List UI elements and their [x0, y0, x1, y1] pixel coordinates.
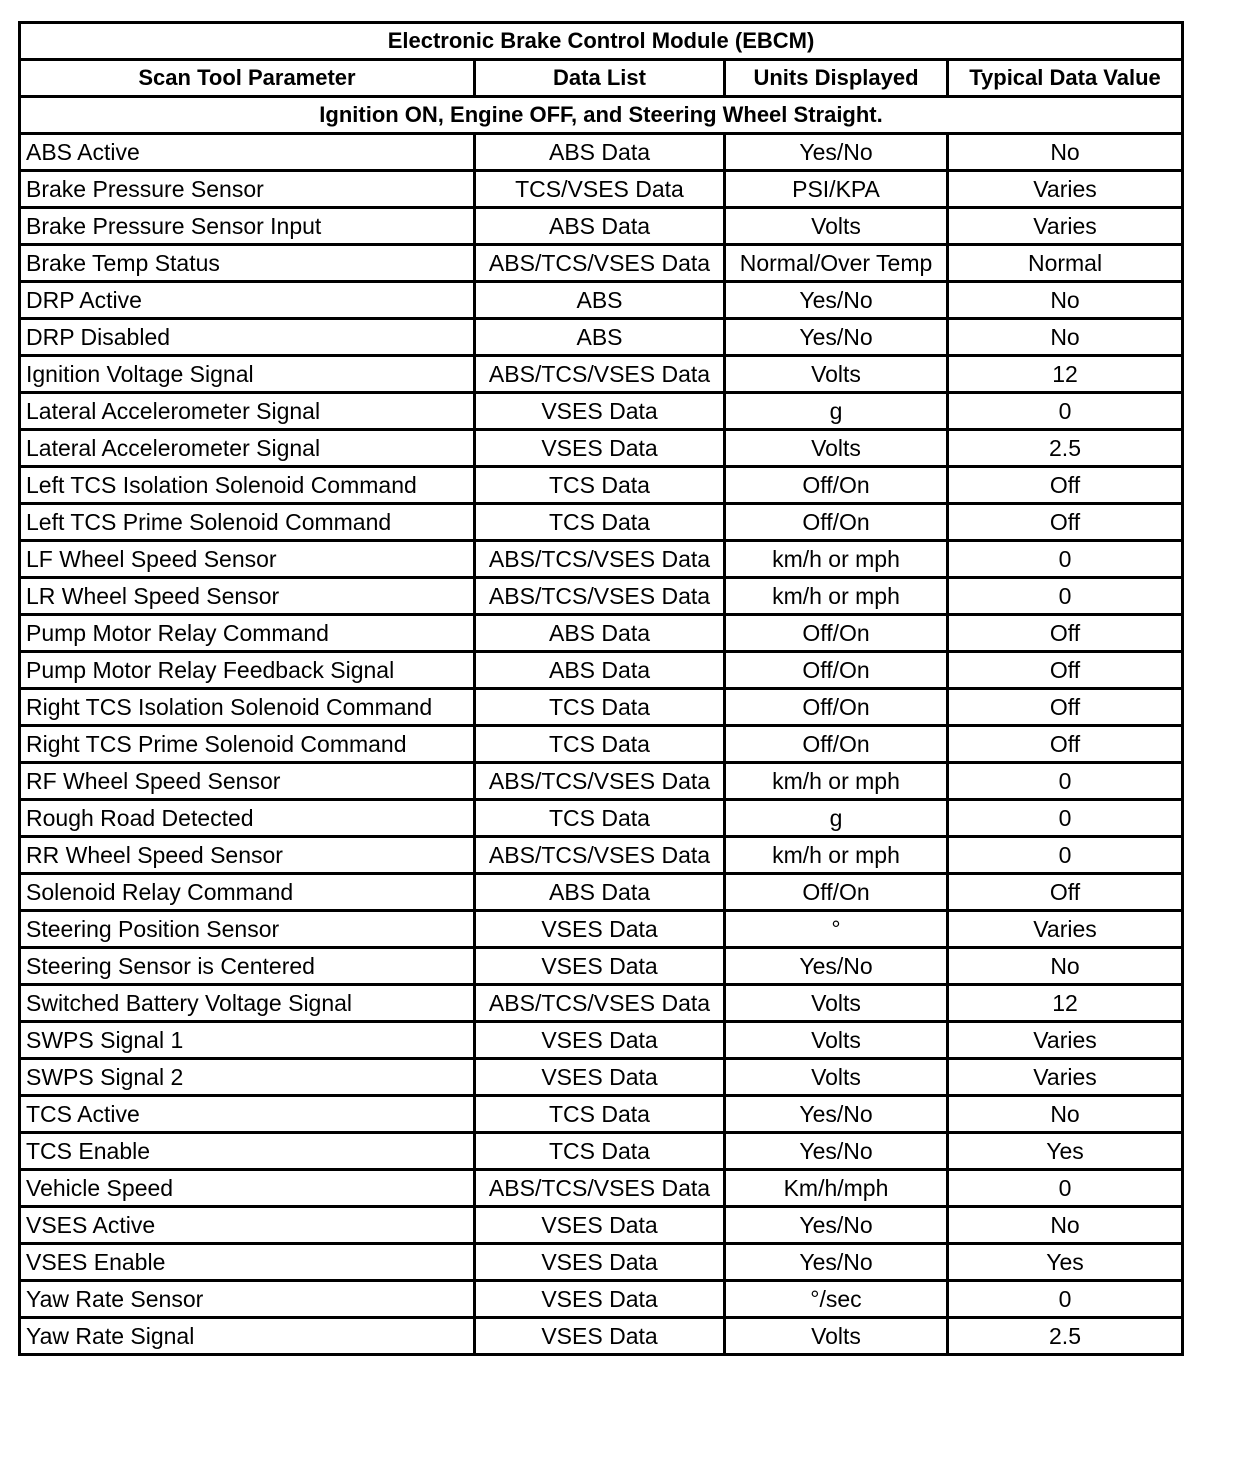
- cell-typical-value: Varies: [948, 208, 1183, 245]
- cell-typical-value: No: [948, 319, 1183, 356]
- cell-parameter: Solenoid Relay Command: [20, 874, 475, 911]
- cell-typical-value: Off: [948, 652, 1183, 689]
- table-row: [20, 615, 1183, 652]
- header-units-displayed: Units Displayed: [725, 60, 948, 97]
- cell-data-list: TCS Data: [475, 1096, 725, 1133]
- cell-units: Yes/No: [725, 1207, 948, 1244]
- cell-parameter: Steering Sensor is Centered: [20, 948, 475, 985]
- table-row: [20, 1318, 1183, 1355]
- cell-parameter: Brake Pressure Sensor Input: [20, 208, 475, 245]
- table-row: [20, 245, 1183, 282]
- cell-data-list: ABS/TCS/VSES Data: [475, 578, 725, 615]
- cell-typical-value: 0: [948, 837, 1183, 874]
- cell-parameter: Brake Temp Status: [20, 245, 475, 282]
- cell-data-list: ABS/TCS/VSES Data: [475, 245, 725, 282]
- cell-parameter: Yaw Rate Sensor: [20, 1281, 475, 1318]
- cell-data-list: ABS/TCS/VSES Data: [475, 837, 725, 874]
- cell-parameter: Rough Road Detected: [20, 800, 475, 837]
- table-row: [20, 837, 1183, 874]
- cell-data-list: ABS/TCS/VSES Data: [475, 1170, 725, 1207]
- cell-typical-value: No: [948, 282, 1183, 319]
- cell-parameter: LF Wheel Speed Sensor: [20, 541, 475, 578]
- table-row: [20, 985, 1183, 1022]
- cell-parameter: Left TCS Isolation Solenoid Command: [20, 467, 475, 504]
- cell-typical-value: No: [948, 134, 1183, 171]
- cell-units: Volts: [725, 1318, 948, 1355]
- table-row: [20, 541, 1183, 578]
- cell-data-list: VSES Data: [475, 1022, 725, 1059]
- cell-units: Yes/No: [725, 1096, 948, 1133]
- header-typical-data-value: Typical Data Value: [948, 60, 1183, 97]
- cell-typical-value: No: [948, 948, 1183, 985]
- table-row: [20, 1170, 1183, 1207]
- cell-typical-value: 2.5: [948, 1318, 1183, 1355]
- table-row: [20, 689, 1183, 726]
- cell-typical-value: 0: [948, 578, 1183, 615]
- cell-data-list: ABS/TCS/VSES Data: [475, 763, 725, 800]
- cell-data-list: ABS/TCS/VSES Data: [475, 356, 725, 393]
- table-row: [20, 763, 1183, 800]
- cell-data-list: VSES Data: [475, 948, 725, 985]
- cell-parameter: Steering Position Sensor: [20, 911, 475, 948]
- table-row: [20, 282, 1183, 319]
- cell-data-list: ABS: [475, 319, 725, 356]
- table-body: [20, 134, 1183, 1355]
- cell-parameter: Lateral Accelerometer Signal: [20, 430, 475, 467]
- cell-units: Off/On: [725, 874, 948, 911]
- table-row: [20, 134, 1183, 171]
- cell-parameter: Pump Motor Relay Command: [20, 615, 475, 652]
- cell-data-list: VSES Data: [475, 1244, 725, 1281]
- cell-data-list: ABS Data: [475, 874, 725, 911]
- cell-units: Volts: [725, 1022, 948, 1059]
- cell-data-list: ABS Data: [475, 652, 725, 689]
- cell-units: Km/h/mph: [725, 1170, 948, 1207]
- cell-units: Yes/No: [725, 134, 948, 171]
- cell-units: PSI/KPA: [725, 171, 948, 208]
- cell-data-list: VSES Data: [475, 911, 725, 948]
- cell-typical-value: No: [948, 1096, 1183, 1133]
- cell-typical-value: 0: [948, 393, 1183, 430]
- cell-parameter: Vehicle Speed: [20, 1170, 475, 1207]
- table-row: [20, 652, 1183, 689]
- cell-typical-value: 12: [948, 356, 1183, 393]
- cell-data-list: ABS: [475, 282, 725, 319]
- cell-units: Yes/No: [725, 948, 948, 985]
- test-condition: Ignition ON, Engine OFF, and Steering Wheel Straight.: [20, 97, 1183, 134]
- cell-data-list: ABS Data: [475, 134, 725, 171]
- cell-typical-value: Varies: [948, 1022, 1183, 1059]
- table-row: [20, 1281, 1183, 1318]
- cell-units: Off/On: [725, 467, 948, 504]
- cell-parameter: DRP Disabled: [20, 319, 475, 356]
- cell-typical-value: Yes: [948, 1244, 1183, 1281]
- header-scan-tool-parameter: Scan Tool Parameter: [20, 60, 475, 97]
- cell-units: Off/On: [725, 652, 948, 689]
- cell-units: Volts: [725, 985, 948, 1022]
- cell-parameter: ABS Active: [20, 134, 475, 171]
- cell-typical-value: No: [948, 1207, 1183, 1244]
- cell-units: Yes/No: [725, 282, 948, 319]
- cell-units: Volts: [725, 356, 948, 393]
- cell-units: g: [725, 393, 948, 430]
- cell-typical-value: Off: [948, 689, 1183, 726]
- table-row: [20, 874, 1183, 911]
- cell-data-list: VSES Data: [475, 1318, 725, 1355]
- table-row: [20, 1207, 1183, 1244]
- cell-units: Off/On: [725, 689, 948, 726]
- cell-parameter: Yaw Rate Signal: [20, 1318, 475, 1355]
- table-row: [20, 1244, 1183, 1281]
- table-row: [20, 171, 1183, 208]
- cell-units: Yes/No: [725, 1133, 948, 1170]
- cell-units: km/h or mph: [725, 837, 948, 874]
- cell-typical-value: 0: [948, 541, 1183, 578]
- cell-typical-value: Varies: [948, 171, 1183, 208]
- table-row: [20, 1059, 1183, 1096]
- cell-parameter: Right TCS Prime Solenoid Command: [20, 726, 475, 763]
- table-row: [20, 948, 1183, 985]
- cell-units: °/sec: [725, 1281, 948, 1318]
- table-row: [20, 208, 1183, 245]
- cell-parameter: Right TCS Isolation Solenoid Command: [20, 689, 475, 726]
- cell-units: Yes/No: [725, 319, 948, 356]
- cell-parameter: TCS Active: [20, 1096, 475, 1133]
- table-row: [20, 356, 1183, 393]
- cell-units: km/h or mph: [725, 541, 948, 578]
- cell-typical-value: 0: [948, 763, 1183, 800]
- cell-data-list: VSES Data: [475, 1207, 725, 1244]
- cell-units: Off/On: [725, 504, 948, 541]
- cell-typical-value: 0: [948, 1170, 1183, 1207]
- cell-units: Volts: [725, 1059, 948, 1096]
- cell-units: Off/On: [725, 726, 948, 763]
- table-row: [20, 911, 1183, 948]
- table-header-row: [20, 60, 1183, 97]
- cell-typical-value: Off: [948, 467, 1183, 504]
- cell-units: km/h or mph: [725, 578, 948, 615]
- table-title-row: [20, 23, 1183, 60]
- cell-parameter: SWPS Signal 2: [20, 1059, 475, 1096]
- cell-data-list: VSES Data: [475, 1059, 725, 1096]
- cell-typical-value: 0: [948, 800, 1183, 837]
- table-row: [20, 578, 1183, 615]
- cell-data-list: VSES Data: [475, 1281, 725, 1318]
- cell-parameter: SWPS Signal 1: [20, 1022, 475, 1059]
- cell-data-list: TCS Data: [475, 467, 725, 504]
- cell-data-list: ABS/TCS/VSES Data: [475, 985, 725, 1022]
- cell-data-list: VSES Data: [475, 393, 725, 430]
- cell-parameter: Lateral Accelerometer Signal: [20, 393, 475, 430]
- cell-parameter: VSES Enable: [20, 1244, 475, 1281]
- cell-parameter: RF Wheel Speed Sensor: [20, 763, 475, 800]
- table-row: [20, 726, 1183, 763]
- cell-units: Volts: [725, 208, 948, 245]
- cell-units: Volts: [725, 430, 948, 467]
- table-row: [20, 393, 1183, 430]
- table-row: [20, 467, 1183, 504]
- cell-parameter: TCS Enable: [20, 1133, 475, 1170]
- cell-parameter: Brake Pressure Sensor: [20, 171, 475, 208]
- cell-data-list: TCS Data: [475, 504, 725, 541]
- cell-data-list: TCS Data: [475, 689, 725, 726]
- cell-typical-value: 0: [948, 1281, 1183, 1318]
- cell-typical-value: 12: [948, 985, 1183, 1022]
- table-row: [20, 319, 1183, 356]
- cell-typical-value: Normal: [948, 245, 1183, 282]
- cell-units: g: [725, 800, 948, 837]
- cell-parameter: DRP Active: [20, 282, 475, 319]
- cell-data-list: TCS Data: [475, 726, 725, 763]
- ebcm-data-table: [18, 21, 1184, 1356]
- cell-data-list: TCS/VSES Data: [475, 171, 725, 208]
- cell-data-list: ABS Data: [475, 615, 725, 652]
- cell-data-list: TCS Data: [475, 800, 725, 837]
- cell-parameter: LR Wheel Speed Sensor: [20, 578, 475, 615]
- table-row: [20, 430, 1183, 467]
- cell-parameter: Switched Battery Voltage Signal: [20, 985, 475, 1022]
- cell-units: Off/On: [725, 615, 948, 652]
- cell-parameter: RR Wheel Speed Sensor: [20, 837, 475, 874]
- cell-typical-value: Off: [948, 504, 1183, 541]
- table-row: [20, 1133, 1183, 1170]
- cell-units: °: [725, 911, 948, 948]
- cell-parameter: Ignition Voltage Signal: [20, 356, 475, 393]
- cell-typical-value: Off: [948, 615, 1183, 652]
- table-row: [20, 1022, 1183, 1059]
- cell-parameter: VSES Active: [20, 1207, 475, 1244]
- table-row: [20, 1096, 1183, 1133]
- cell-typical-value: Varies: [948, 911, 1183, 948]
- cell-data-list: VSES Data: [475, 430, 725, 467]
- table-title: Electronic Brake Control Module (EBCM): [20, 23, 1183, 60]
- table-condition-row: [20, 97, 1183, 134]
- cell-data-list: TCS Data: [475, 1133, 725, 1170]
- cell-parameter: Pump Motor Relay Feedback Signal: [20, 652, 475, 689]
- cell-typical-value: Yes: [948, 1133, 1183, 1170]
- cell-typical-value: Off: [948, 874, 1183, 911]
- cell-data-list: ABS/TCS/VSES Data: [475, 541, 725, 578]
- cell-typical-value: Off: [948, 726, 1183, 763]
- cell-units: km/h or mph: [725, 763, 948, 800]
- cell-typical-value: Varies: [948, 1059, 1183, 1096]
- cell-typical-value: 2.5: [948, 430, 1183, 467]
- cell-units: Yes/No: [725, 1244, 948, 1281]
- table-row: [20, 800, 1183, 837]
- header-data-list: Data List: [475, 60, 725, 97]
- table-row: [20, 504, 1183, 541]
- cell-parameter: Left TCS Prime Solenoid Command: [20, 504, 475, 541]
- cell-data-list: ABS Data: [475, 208, 725, 245]
- cell-units: Normal/Over Temp: [725, 245, 948, 282]
